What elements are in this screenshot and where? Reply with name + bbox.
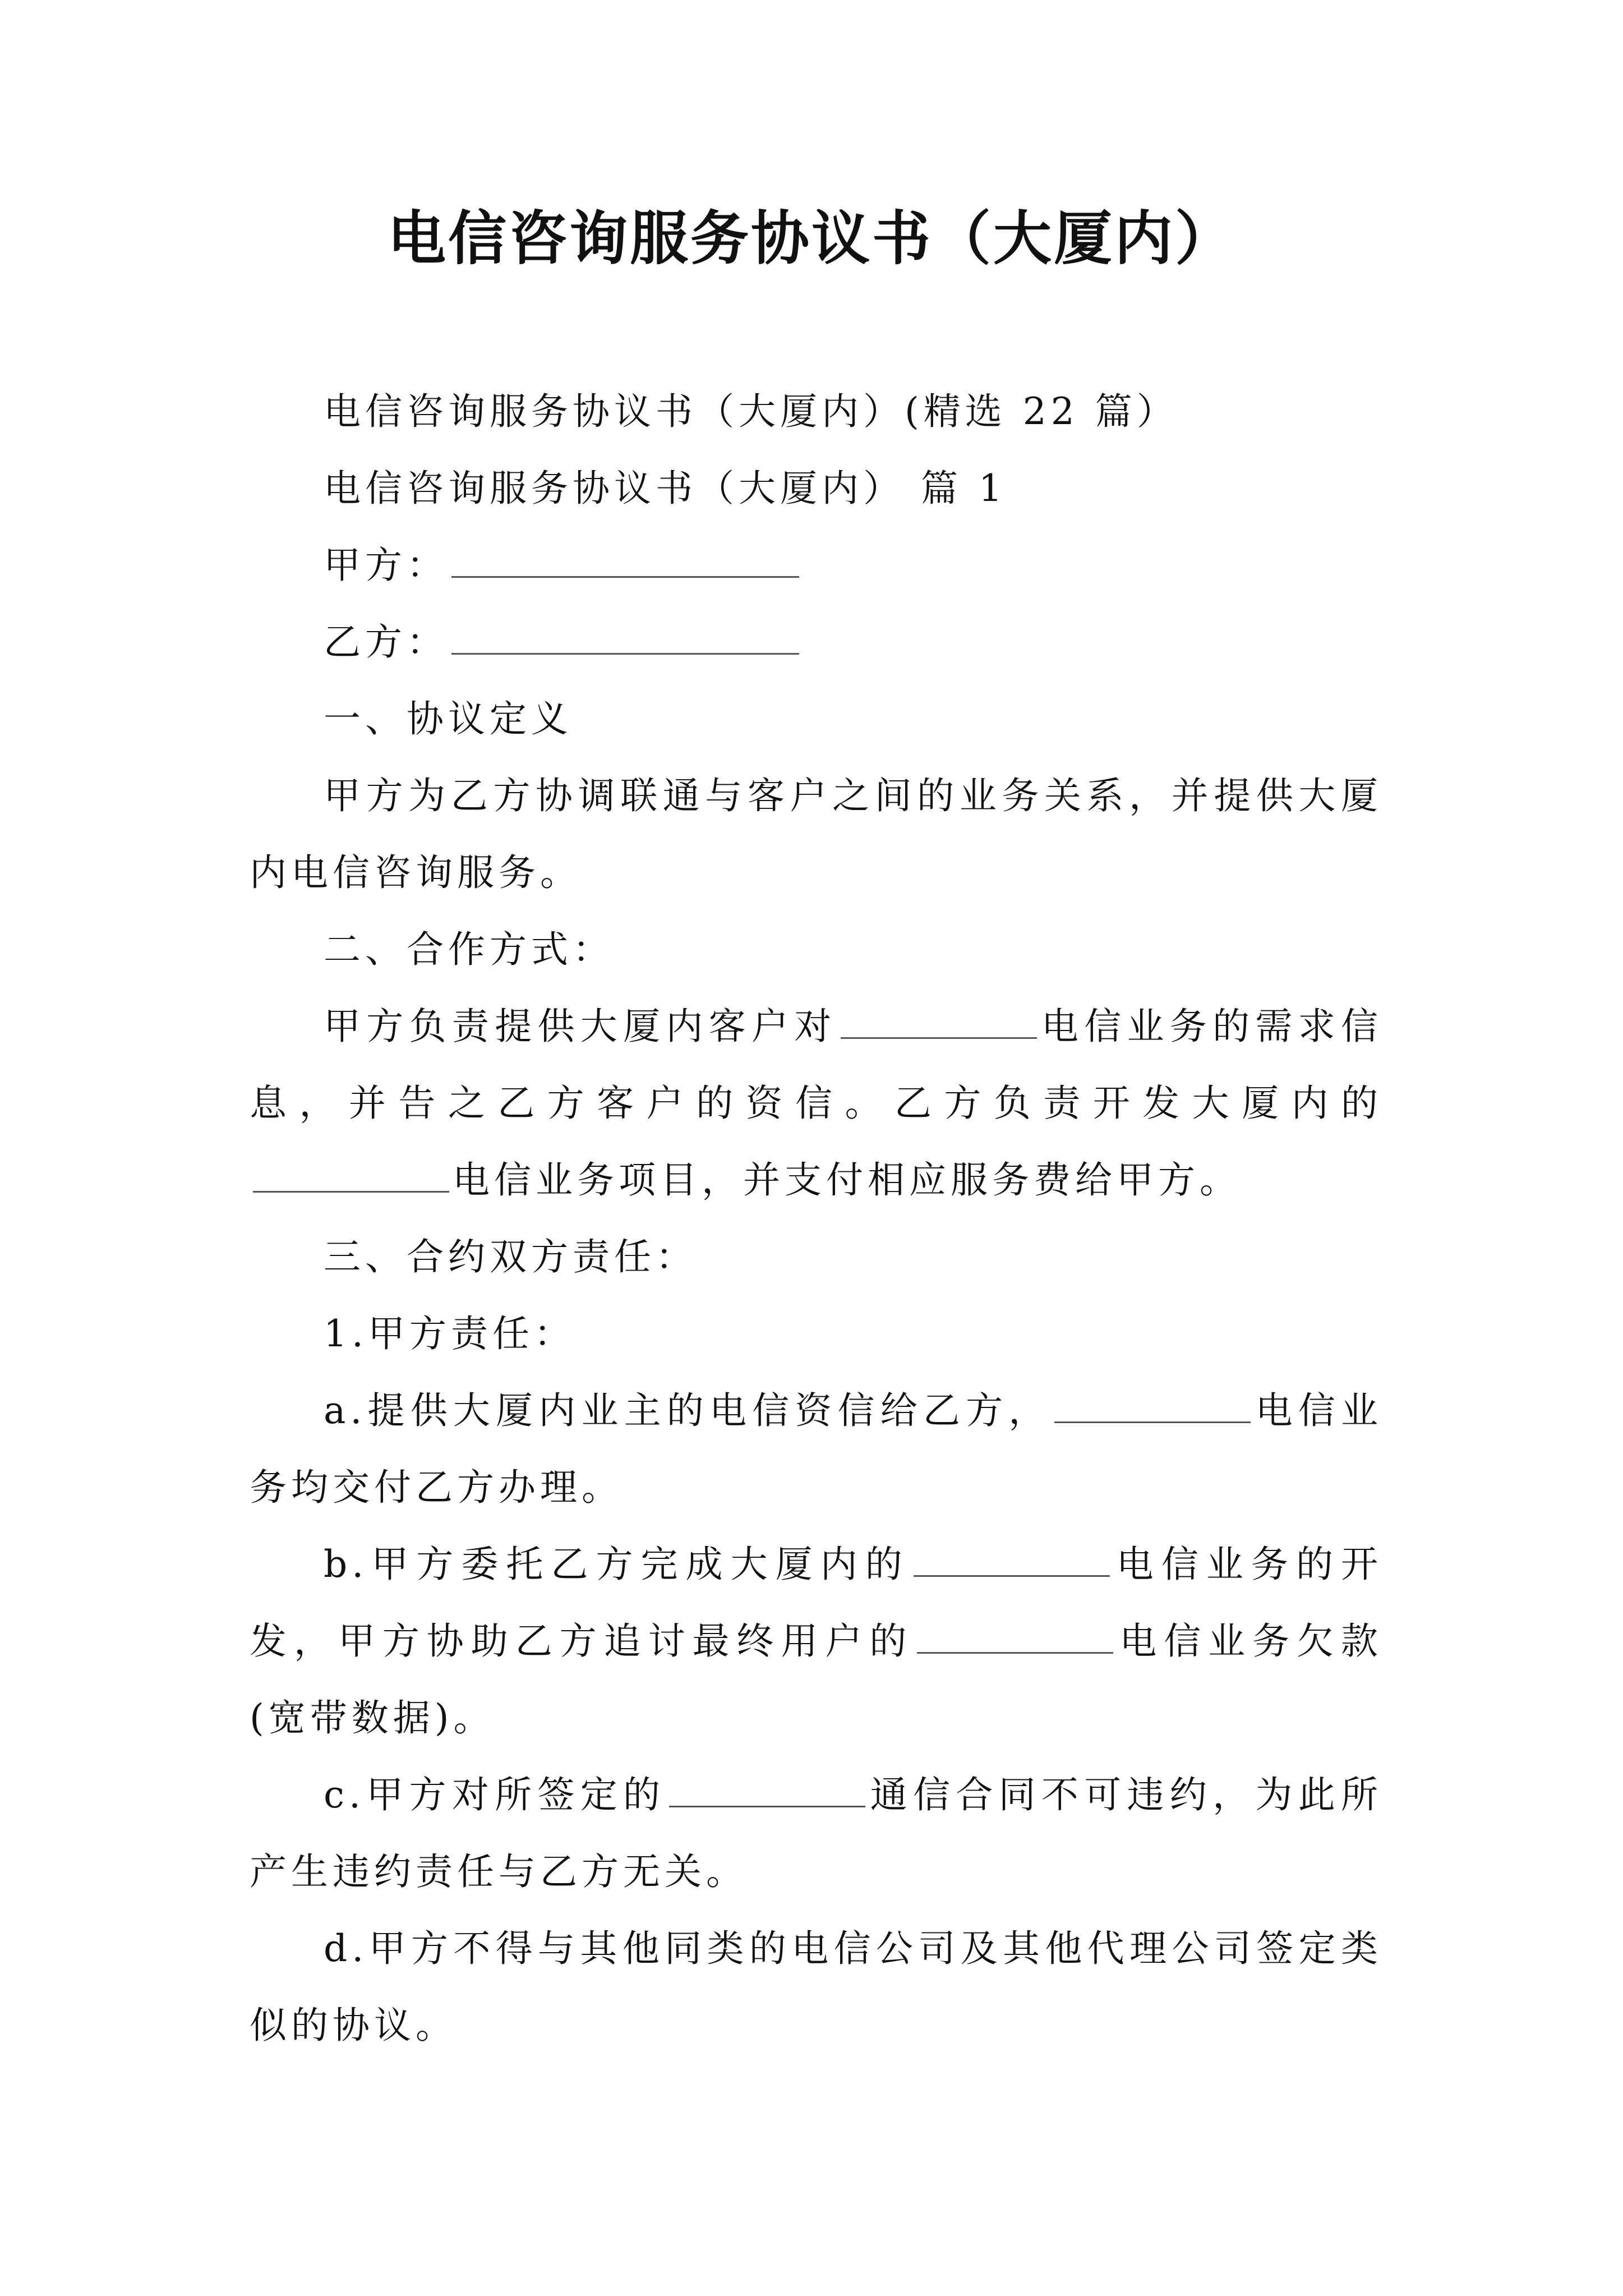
item-b bbox=[250, 1526, 1382, 1756]
item-d: d.甲方不得与其他同类的电信公司及其他代理公司签定类似的协议。 bbox=[250, 1927, 1382, 2047]
item-a bbox=[250, 1372, 1382, 1526]
section-3-heading: 三、合约双方责任： bbox=[324, 1235, 697, 1278]
party-b-blank bbox=[451, 620, 799, 655]
blank-field bbox=[253, 1158, 449, 1193]
section-2-text bbox=[250, 988, 1382, 1218]
item-a-part-2: 电信业务均交付乙方办理。 bbox=[250, 1389, 1383, 1509]
document-title: 电信咨询服务协议书（大厦内） bbox=[387, 204, 1235, 273]
blank-field bbox=[914, 1542, 1110, 1577]
document-body bbox=[250, 373, 1382, 2064]
item-c bbox=[250, 1756, 1382, 1910]
section-1-heading: 一、协议定义 bbox=[324, 697, 573, 740]
blank-field bbox=[841, 1004, 1037, 1039]
party-b-line bbox=[250, 604, 1382, 680]
section-1-text: 甲方为乙方协调联通与客户之间的业务关系，并提供大厦内电信咨询服务。 bbox=[250, 774, 1382, 894]
section-2-part-a: 甲方负责提供大厦内客户对 bbox=[324, 1005, 837, 1048]
party-a-line bbox=[250, 527, 1382, 604]
item-c-part-2: 通信合同不可违约，为此所产生违约责任与乙方无关。 bbox=[250, 1773, 1383, 1893]
blank-field bbox=[669, 1773, 865, 1807]
blank-field bbox=[1054, 1388, 1251, 1423]
section-2-part-b: 电信业务的需求信息，并告之乙方客户的资信。乙方负责开发大厦内的 bbox=[250, 1005, 1383, 1125]
section-heading: 电信咨询服务协议书（大厦内） 篇 1 bbox=[324, 467, 1007, 510]
party-a-blank bbox=[451, 543, 799, 578]
document-subtitle: 电信咨询服务协议书（大厦内）(精选 22 篇） bbox=[324, 390, 1178, 433]
item-b-part-2: 电信业务的开发，甲方协助乙方追讨最终用户的 bbox=[250, 1543, 1383, 1663]
party-b-label: 乙方： bbox=[324, 620, 448, 664]
item-c-part-1: c.甲方对所签定的 bbox=[324, 1773, 666, 1816]
party-a-label: 甲方： bbox=[324, 544, 448, 587]
item-b-part-1: b.甲方委托乙方完成大厦内的 bbox=[324, 1543, 910, 1586]
section-2-part-c: 电信业务项目，并支付相应服务费给甲方。 bbox=[453, 1158, 1241, 1202]
section-3-sub-1: 1.甲方责任： bbox=[324, 1312, 575, 1355]
section-2-heading: 二、合作方式： bbox=[324, 928, 614, 971]
item-a-part-1: a.提供大厦内业主的电信资信给乙方， bbox=[324, 1389, 1052, 1432]
blank-field bbox=[917, 1619, 1113, 1654]
item-b-part-3: 电信业务欠款(宽带数据)。 bbox=[250, 1619, 1383, 1740]
